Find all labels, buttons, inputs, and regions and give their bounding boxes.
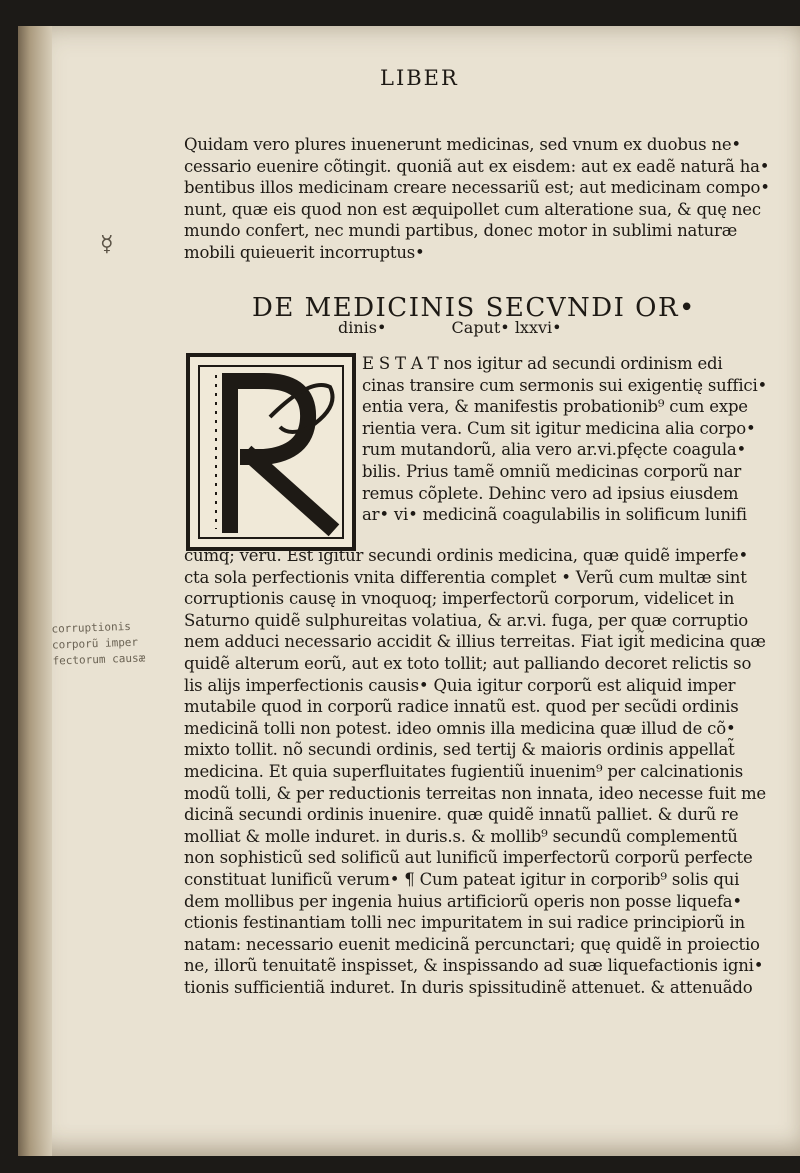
handwritten-marginal-note — [51, 618, 145, 669]
text-line: Saturno quidẽ sulphureitas volatiua, & ar.vi. fuga, per quæ corruptio — [184, 610, 749, 630]
text-line: bilis. Prius tamẽ omniũ medicinas corporũ nar — [362, 461, 742, 481]
text-line: medicinã tolli non potest. ideo omnis illa medicina quæ illud de cõ• — [184, 718, 736, 738]
text-line: mixto tollit. nõ secundi ordinis, sed tertij & maioris ordinis appellat̃ — [184, 740, 735, 760]
text-line: ctionis festinantiam tolli nec impuritatem in sui radice principiorũ in — [184, 913, 745, 933]
text-line: rientia vera. Cum sit igitur medicina alia corpo• — [362, 418, 756, 438]
text-line: E S T A T nos igitur ad secundi ordinism edi — [362, 354, 723, 373]
text-line: Quidam vero plures inuenerunt medicinas, sed vnum ex duobus ne• — [184, 135, 741, 154]
paragraph-1 — [184, 134, 770, 264]
text-line: remus cõplete. Dehinc vero ad ipsius eiusdem — [362, 483, 739, 503]
text-line: dicinã secundi ordinis inuenire. quæ quidẽ innatũ palliet. & durũ re — [184, 805, 739, 825]
chapter-number: Caput• lxxvi• — [451, 318, 562, 337]
note-line: fectorum causæ — [52, 651, 146, 668]
text-line: corruptionis causę in vnoquoq; imperfectorũ corporum, videlicet in — [184, 589, 735, 609]
text-line: ne, illorũ tenuitatẽ inspisset, & inspissando ad suæ liquefactionis igni• — [184, 956, 764, 976]
chapter-subheading — [338, 318, 622, 337]
running-header: LIBER — [380, 66, 459, 90]
text-line: mutabile quod in corporũ radice innatũ est. quod per secũdi ordinis — [184, 697, 739, 717]
body-text — [184, 545, 766, 998]
text-line: lis alijs imperfectionis causis• Quia igitur corporũ est aliquid imper — [184, 675, 736, 695]
text-line: rum mutandorũ, alia vero ar.vi.pfęcte coagula• — [362, 440, 747, 460]
text-line: nunt, quæ eis quod non est æquipollet cum alteratione sua, & quę nec — [184, 199, 761, 219]
initial-letter-drawing — [190, 357, 352, 547]
note-line: corruptionis — [51, 619, 132, 636]
text-line: nem adduci necessario accidit & illius terreitas. Fiat igit̃ medicina quæ — [184, 632, 766, 652]
text-line: modũ tolli, & per reductionis terreitas non innata, ideo necesse fuit me — [184, 783, 767, 803]
text-line: cumq; verũ. Est igitur secundi ordinis medicina, quæ quidẽ imperfe• — [184, 546, 748, 565]
text-line: non sophisticũ sed solificũ aut lunificũ imperfectorũ corporũ perfecte — [184, 848, 753, 868]
mercury-symbol-annotation: ☿ — [100, 232, 114, 257]
initial-paragraph-lines — [362, 353, 767, 526]
note-line: corporũ imper — [51, 635, 139, 652]
text-line: bentibus illos medicinam creare necessariũ est; aut medicinam compo• — [184, 178, 770, 198]
text-line: mobili quieuerit incorruptus• — [184, 242, 425, 262]
text-line: entia vera, & manifestis probationib⁹ cum expe — [362, 397, 748, 417]
text-line: cessario euenire cõtingit. quoniã aut ex eisdem: aut ex eadẽ naturã ha• — [184, 156, 770, 176]
text-line: mundo confert, nec mundi partibus, donec motor in sublimi naturæ — [184, 221, 738, 241]
text-line: cinas transire cum sermonis sui exigentię suffici• — [362, 375, 768, 395]
heading-continuation: dinis• — [338, 318, 387, 337]
text-line: medicina. Et quia superfluitates fugientiũ inuenim⁹ per calcinationis — [184, 761, 744, 781]
text-line: natam: necessario euenit medicinã percunctari; quę quidẽ in proiectio — [184, 934, 760, 954]
chapter-heading: DE MEDICINIS SECVNDI OR• — [252, 293, 696, 323]
text-line: dem mollibus per ingenia huius artificiorũ operis non posse liquefa• — [184, 891, 742, 911]
decorated-initial — [186, 353, 356, 551]
text-line: quidẽ alterum eorũ, aut ex toto tollit; aut palliando decoret relictis so — [184, 653, 752, 673]
text-line: constituat lunificũ verum• ¶ Cum pateat igitur in corporib⁹ solis qui — [184, 869, 740, 889]
text-line: ar• vi• medicinã coagulabilis in solificum lunifi — [362, 505, 747, 525]
text-line: cta sola perfectionis vnita differentia complet • Verũ cum multæ sint — [184, 567, 747, 587]
text-line: molliat & molle induret. in duris.s. & mollib⁹ secundũ complementũ — [184, 826, 738, 846]
page-gutter — [18, 26, 52, 1156]
text-line: tionis sufficientiã induret. In duris spissitudinẽ attenuet. & attenuãdo — [184, 977, 753, 997]
